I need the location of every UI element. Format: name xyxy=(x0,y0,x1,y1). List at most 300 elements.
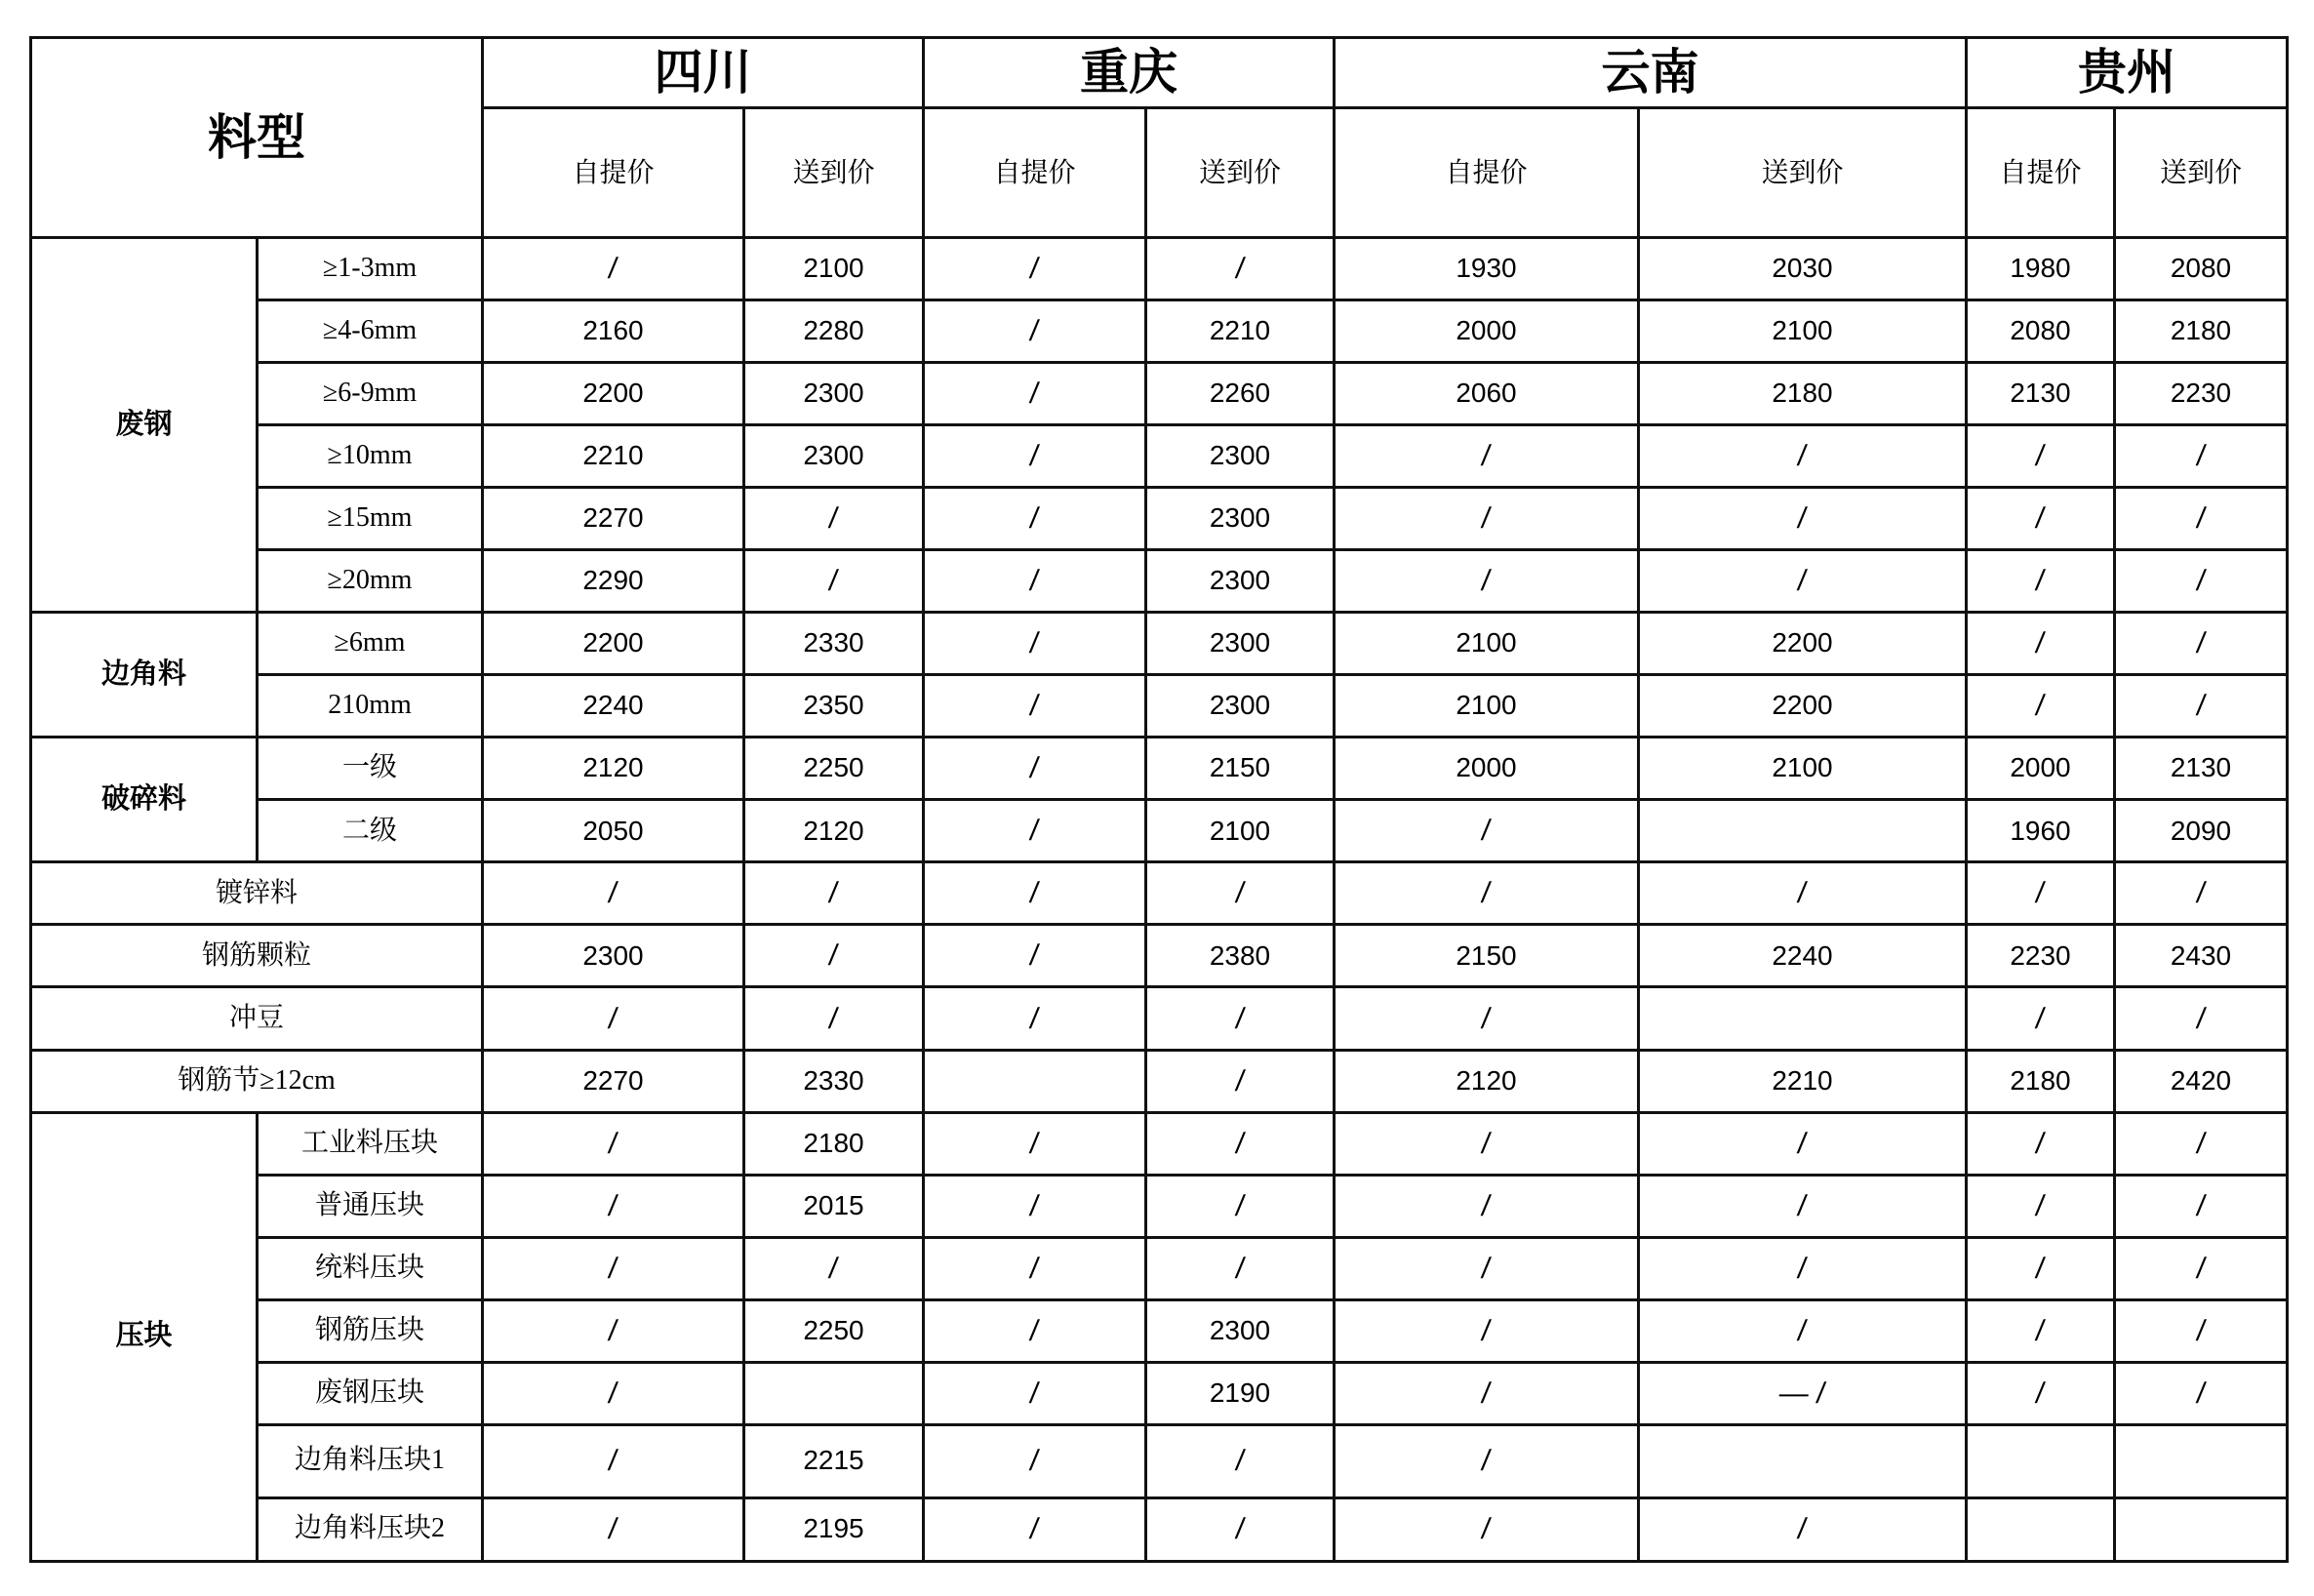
material-spec xyxy=(258,363,483,425)
price-cell xyxy=(483,925,744,987)
material-spec xyxy=(258,738,483,800)
price-cell xyxy=(2115,363,2288,425)
price-cell-text: / xyxy=(2194,690,2208,723)
price-cell xyxy=(1639,1237,1967,1299)
material-label xyxy=(31,862,483,925)
price-cell-text: / xyxy=(1480,1377,1493,1410)
price-cell-text: 2080 xyxy=(2010,315,2071,346)
table-row xyxy=(31,925,2288,987)
price-cell-text: 2130 xyxy=(2010,378,2071,409)
price-cell xyxy=(744,862,924,925)
price-type-header-text: 送到价 xyxy=(2159,155,2242,188)
material-spec xyxy=(258,300,483,363)
price-cell-text: / xyxy=(1233,1064,1247,1097)
material-spec-text: 钢筋压块 xyxy=(314,1314,424,1345)
material-group xyxy=(31,1112,258,1561)
price-cell-text: / xyxy=(2034,627,2047,660)
material-label xyxy=(31,925,483,987)
price-cell-text: / xyxy=(1480,565,1493,598)
price-cell xyxy=(924,738,1146,800)
price-cell-text: / xyxy=(1233,877,1247,910)
price-cell-text: 2300 xyxy=(582,939,644,971)
price-type-header xyxy=(1639,108,1967,238)
price-cell-text: / xyxy=(1480,815,1493,848)
price-cell-text: / xyxy=(1028,1314,1041,1347)
price-cell-text: / xyxy=(2034,1377,2047,1410)
price-type-header xyxy=(924,108,1146,238)
price-cell xyxy=(2115,1175,2288,1237)
material-spec-text: ≥6-9mm xyxy=(322,378,418,409)
price-cell xyxy=(1335,613,1639,675)
price-cell-text: / xyxy=(1028,502,1041,536)
price-cell xyxy=(1639,1112,1967,1175)
price-cell xyxy=(1335,862,1639,925)
price-cell xyxy=(1639,925,1967,987)
price-cell-text: / xyxy=(1796,1314,1809,1347)
price-cell-text: 2180 xyxy=(2010,1064,2071,1096)
price-cell-text: 2090 xyxy=(2170,815,2232,846)
price-cell xyxy=(1639,1050,1967,1112)
price-cell xyxy=(1967,1362,2115,1424)
price-cell-text: 2300 xyxy=(1209,440,1271,471)
price-cell xyxy=(2115,925,2288,987)
price-cell xyxy=(1146,1362,1335,1424)
price-cell-text: / xyxy=(2034,1314,2047,1347)
price-cell xyxy=(483,488,744,550)
price-cell-text: / xyxy=(1028,440,1041,473)
price-cell-text: / xyxy=(607,877,619,910)
price-cell-text: / xyxy=(1028,253,1041,286)
price-cell-text: 2240 xyxy=(1772,939,1833,971)
price-cell-text: 2260 xyxy=(1209,378,1271,409)
price-cell xyxy=(2115,862,2288,925)
table-row xyxy=(31,1424,2288,1497)
price-cell-text: / xyxy=(1233,1513,1247,1546)
material-group-text: 破碎料 xyxy=(100,782,186,815)
table-row xyxy=(31,1497,2288,1561)
material-group xyxy=(31,238,258,613)
material-group xyxy=(31,613,258,738)
price-cell-text: / xyxy=(1028,1513,1041,1546)
material-label xyxy=(31,1050,483,1112)
price-cell xyxy=(1967,925,2115,987)
table-row xyxy=(31,1299,2288,1362)
material-spec-text: 边角料压块1 xyxy=(294,1445,445,1476)
price-cell xyxy=(1335,1497,1639,1561)
price-cell-text: / xyxy=(1028,939,1041,973)
price-cell xyxy=(1146,425,1335,488)
price-cell-text: / xyxy=(1480,1513,1493,1546)
price-cell-text: 2215 xyxy=(803,1445,864,1476)
corner-label xyxy=(31,38,483,238)
price-cell-text: / xyxy=(1028,565,1041,598)
price-cell-text: 2080 xyxy=(2170,253,2232,284)
price-cell-text: / xyxy=(1028,752,1041,785)
price-cell xyxy=(1639,800,1967,862)
price-cell xyxy=(1335,1362,1639,1424)
price-cell-text: 2350 xyxy=(803,690,864,721)
price-cell xyxy=(744,1424,924,1497)
price-cell-text: / xyxy=(1480,1314,1493,1347)
price-cell xyxy=(2115,488,2288,550)
price-cell-text: / xyxy=(1233,253,1247,286)
price-cell-text: 2330 xyxy=(803,1064,864,1096)
price-cell xyxy=(924,300,1146,363)
price-cell-text: / xyxy=(2194,1252,2208,1285)
price-cell-text: 2000 xyxy=(1456,315,1517,346)
price-cell-text: / xyxy=(607,1445,619,1478)
price-cell-text: 2100 xyxy=(1772,752,1833,783)
price-cell-text: / xyxy=(827,1252,840,1285)
material-spec-text: 210mm xyxy=(328,690,412,721)
price-cell xyxy=(1335,738,1639,800)
price-cell-text: 1960 xyxy=(2010,815,2071,846)
price-cell xyxy=(744,1237,924,1299)
price-cell xyxy=(1967,613,2115,675)
price-cell xyxy=(1146,738,1335,800)
table-row xyxy=(31,300,2288,363)
price-cell-text: / xyxy=(1480,440,1493,473)
price-cell xyxy=(924,1112,1146,1175)
price-cell xyxy=(1146,488,1335,550)
price-type-header-text: 送到价 xyxy=(792,155,875,188)
price-cell xyxy=(1967,488,2115,550)
price-cell-text: 2330 xyxy=(803,627,864,658)
price-cell xyxy=(924,613,1146,675)
price-cell xyxy=(744,613,924,675)
price-cell xyxy=(1335,925,1639,987)
price-cell xyxy=(2115,300,2288,363)
price-cell xyxy=(924,862,1146,925)
price-cell xyxy=(1967,1175,2115,1237)
price-cell xyxy=(1639,1299,1967,1362)
price-cell xyxy=(483,613,744,675)
price-cell xyxy=(483,1050,744,1112)
price-cell xyxy=(1335,425,1639,488)
price-cell xyxy=(1639,300,1967,363)
price-cell-text: / xyxy=(1028,1127,1041,1160)
material-spec xyxy=(258,1497,483,1561)
price-cell-text: 2210 xyxy=(582,440,644,471)
price-cell-text: / xyxy=(1796,565,1809,598)
price-cell xyxy=(1335,1299,1639,1362)
price-table xyxy=(29,36,2289,1563)
price-cell xyxy=(1146,1175,1335,1237)
table-row xyxy=(31,1237,2288,1299)
price-cell-text: / xyxy=(2194,1002,2208,1035)
price-cell xyxy=(1335,488,1639,550)
price-cell xyxy=(1639,1424,1967,1497)
material-label-text: 镀锌料 xyxy=(215,877,298,908)
material-spec xyxy=(258,1299,483,1362)
price-cell xyxy=(1335,1237,1639,1299)
material-group-text: 废钢 xyxy=(115,408,173,440)
price-cell xyxy=(2115,1237,2288,1299)
price-cell xyxy=(1146,800,1335,862)
material-spec-text: 普通压块 xyxy=(314,1189,424,1220)
price-cell xyxy=(924,488,1146,550)
price-cell xyxy=(1335,1050,1639,1112)
province-header-text: 重庆 xyxy=(1080,44,1177,101)
price-cell xyxy=(924,1299,1146,1362)
price-cell-text: / xyxy=(2194,877,2208,910)
material-spec-text: 二级 xyxy=(341,815,397,846)
price-cell-text: 2100 xyxy=(1456,690,1517,721)
material-spec-text: 工业料压块 xyxy=(300,1127,438,1158)
table-row xyxy=(31,238,2288,300)
price-cell-text: / xyxy=(827,565,840,598)
price-cell xyxy=(744,1362,924,1424)
material-spec xyxy=(258,675,483,738)
price-cell xyxy=(1146,1424,1335,1497)
province-header xyxy=(483,38,924,108)
table-row xyxy=(31,675,2288,738)
material-spec-text: ≥6mm xyxy=(334,627,406,658)
material-label-text: 冲豆 xyxy=(228,1002,284,1033)
price-cell xyxy=(744,925,924,987)
table-row xyxy=(31,1175,2288,1237)
material-spec-text: ≥10mm xyxy=(327,440,413,471)
price-cell-text: 2150 xyxy=(1209,752,1271,783)
price-cell xyxy=(1639,1175,1967,1237)
price-type-header-text: 自提价 xyxy=(993,155,1076,188)
price-cell-text: / xyxy=(607,1314,619,1347)
material-spec-text: 边角料压块2 xyxy=(294,1513,445,1544)
price-cell xyxy=(483,238,744,300)
price-cell xyxy=(1146,675,1335,738)
price-cell xyxy=(1967,1112,2115,1175)
price-cell xyxy=(924,238,1146,300)
price-cell xyxy=(1967,738,2115,800)
material-group xyxy=(31,738,258,862)
price-cell-text: / xyxy=(2194,1377,2208,1410)
price-cell-text: / xyxy=(1796,1127,1809,1160)
price-cell xyxy=(1146,1497,1335,1561)
price-cell-text: 2250 xyxy=(803,1314,864,1345)
price-cell xyxy=(1639,238,1967,300)
price-cell xyxy=(1146,238,1335,300)
price-cell-text: / xyxy=(607,1127,619,1160)
price-cell xyxy=(1967,987,2115,1050)
price-cell-text: 2300 xyxy=(1209,690,1271,721)
material-spec xyxy=(258,1175,483,1237)
price-cell xyxy=(1639,1497,1967,1561)
price-cell xyxy=(1146,363,1335,425)
price-cell-text: / xyxy=(1028,1002,1041,1035)
price-cell-text: 2120 xyxy=(582,752,644,783)
price-cell-text: / xyxy=(1028,1445,1041,1478)
price-cell-text: / xyxy=(2194,440,2208,473)
price-cell-text: 2270 xyxy=(582,1064,644,1096)
price-cell-text: 2130 xyxy=(2170,752,2232,783)
price-cell-text: 2180 xyxy=(803,1127,864,1158)
price-cell-text: / xyxy=(1233,1127,1247,1160)
price-type-header xyxy=(483,108,744,238)
price-cell xyxy=(2115,675,2288,738)
price-cell xyxy=(924,1237,1146,1299)
price-type-header-text: 自提价 xyxy=(572,155,655,188)
price-cell-text: 2100 xyxy=(1209,815,1271,846)
price-cell-text: 2120 xyxy=(803,815,864,846)
price-cell-text: 2240 xyxy=(582,690,644,721)
price-cell-text: 2015 xyxy=(803,1189,864,1220)
price-cell xyxy=(924,987,1146,1050)
table-row xyxy=(31,1112,2288,1175)
price-cell xyxy=(1639,425,1967,488)
price-cell xyxy=(1967,800,2115,862)
price-cell-text: 2160 xyxy=(582,315,644,346)
price-cell-text: / xyxy=(1028,1377,1041,1410)
material-group-text: 压块 xyxy=(115,1320,173,1352)
price-cell-text: / xyxy=(1028,378,1041,411)
price-cell xyxy=(1967,300,2115,363)
material-spec xyxy=(258,800,483,862)
price-cell xyxy=(483,738,744,800)
price-cell xyxy=(1967,363,2115,425)
price-cell xyxy=(1967,675,2115,738)
price-cell-text: 2050 xyxy=(582,815,644,846)
price-type-header-text: 送到价 xyxy=(1761,155,1844,188)
price-cell-text: / xyxy=(1028,627,1041,660)
price-cell xyxy=(744,1112,924,1175)
province-header-text: 云南 xyxy=(1601,44,1699,101)
price-cell xyxy=(744,550,924,613)
price-cell xyxy=(744,800,924,862)
price-cell xyxy=(1967,1237,2115,1299)
price-cell xyxy=(483,1497,744,1561)
price-cell xyxy=(1335,238,1639,300)
province-header-text: 四川 xyxy=(654,44,752,101)
price-type-header xyxy=(2115,108,2288,238)
price-cell xyxy=(1146,1299,1335,1362)
price-cell-text: / xyxy=(1028,315,1041,348)
price-cell xyxy=(1639,738,1967,800)
price-cell xyxy=(1967,862,2115,925)
table-row xyxy=(31,613,2288,675)
price-cell-text: / xyxy=(2194,565,2208,598)
price-cell-text: / xyxy=(1796,1189,1809,1222)
material-label-text: 钢筋颗粒 xyxy=(201,939,311,971)
price-type-header-text: 自提价 xyxy=(1445,155,1528,188)
price-cell-text: — / xyxy=(1776,1377,1828,1410)
price-cell-text: 2100 xyxy=(803,253,864,284)
price-cell xyxy=(924,550,1146,613)
price-cell xyxy=(1335,1175,1639,1237)
price-cell xyxy=(1967,550,2115,613)
price-cell xyxy=(1146,925,1335,987)
price-cell-text: 2300 xyxy=(1209,627,1271,658)
price-cell-text: 2300 xyxy=(803,440,864,471)
price-cell xyxy=(1967,1299,2115,1362)
price-cell xyxy=(483,1424,744,1497)
price-cell xyxy=(2115,613,2288,675)
price-cell xyxy=(1967,425,2115,488)
material-spec xyxy=(258,1424,483,1497)
price-cell-text: 2030 xyxy=(1772,253,1833,284)
price-cell-text: / xyxy=(2194,502,2208,536)
price-cell-text: 2195 xyxy=(803,1513,864,1544)
table-row xyxy=(31,987,2288,1050)
price-type-header xyxy=(1146,108,1335,238)
price-cell xyxy=(1639,613,1967,675)
price-cell-text: / xyxy=(1028,877,1041,910)
price-cell-text: / xyxy=(1796,440,1809,473)
price-cell-text: / xyxy=(827,502,840,536)
table-row xyxy=(31,1362,2288,1424)
price-cell-text: / xyxy=(607,1252,619,1285)
price-cell-text: 2230 xyxy=(2010,939,2071,971)
price-cell xyxy=(1335,987,1639,1050)
price-cell-text: 2060 xyxy=(1456,378,1517,409)
price-cell xyxy=(924,1424,1146,1497)
price-cell-text: / xyxy=(2034,1127,2047,1160)
material-group-text: 边角料 xyxy=(100,658,186,690)
price-cell-text: / xyxy=(1796,1513,1809,1546)
price-cell xyxy=(744,675,924,738)
price-cell xyxy=(1146,300,1335,363)
price-cell xyxy=(744,363,924,425)
price-cell xyxy=(483,1299,744,1362)
price-cell xyxy=(483,1112,744,1175)
price-cell xyxy=(483,1175,744,1237)
price-cell-text: 2180 xyxy=(2170,315,2232,346)
table-row xyxy=(31,800,2288,862)
price-cell xyxy=(1146,550,1335,613)
price-cell xyxy=(744,425,924,488)
price-cell-text: 2200 xyxy=(582,378,644,409)
price-cell-text: / xyxy=(1480,1445,1493,1478)
price-cell xyxy=(1335,675,1639,738)
price-cell-text: / xyxy=(607,1189,619,1222)
material-spec xyxy=(258,488,483,550)
price-cell-text: / xyxy=(1233,1189,1247,1222)
header-row-provinces xyxy=(31,38,2288,108)
price-cell xyxy=(483,675,744,738)
material-spec-text: ≥20mm xyxy=(327,565,413,596)
price-cell xyxy=(744,738,924,800)
price-cell xyxy=(924,925,1146,987)
price-cell-text: / xyxy=(1028,690,1041,723)
price-cell-text: 2180 xyxy=(1772,378,1833,409)
price-cell-text: / xyxy=(827,1002,840,1035)
price-cell xyxy=(483,425,744,488)
price-cell-text: / xyxy=(1028,1252,1041,1285)
table-row xyxy=(31,550,2288,613)
province-header xyxy=(1967,38,2288,108)
price-cell-text: / xyxy=(1028,815,1041,848)
price-cell xyxy=(924,800,1146,862)
price-cell-text: / xyxy=(1480,502,1493,536)
price-cell xyxy=(483,1237,744,1299)
price-cell-text: / xyxy=(2034,877,2047,910)
material-spec xyxy=(258,1237,483,1299)
material-label xyxy=(31,987,483,1050)
price-cell xyxy=(1146,1237,1335,1299)
price-cell-text: / xyxy=(2194,627,2208,660)
price-cell-text: / xyxy=(1233,1002,1247,1035)
price-cell xyxy=(1335,1112,1639,1175)
price-cell xyxy=(2115,550,2288,613)
price-cell-text: / xyxy=(607,1513,619,1546)
price-cell-text: 2290 xyxy=(582,565,644,596)
price-cell xyxy=(483,800,744,862)
price-cell-text: / xyxy=(2034,502,2047,536)
price-cell xyxy=(744,1175,924,1237)
price-cell-text: 2300 xyxy=(1209,502,1271,534)
price-cell-text: 2300 xyxy=(1209,1314,1271,1345)
price-cell xyxy=(1967,1424,2115,1497)
price-cell-text: / xyxy=(1480,1002,1493,1035)
